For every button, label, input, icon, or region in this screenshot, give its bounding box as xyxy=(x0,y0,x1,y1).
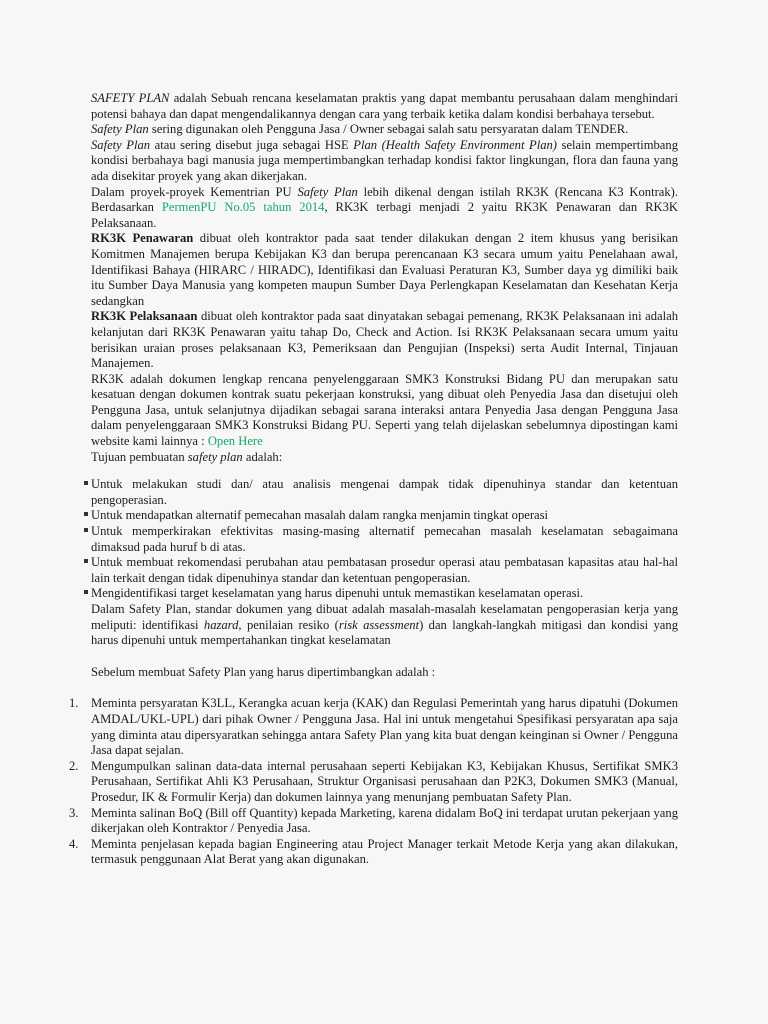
paragraph-text: adalah: xyxy=(242,449,283,464)
list-item xyxy=(69,836,678,868)
paragraph-text: ) dan langkah-langkah mitigasi dan kondisi yang harus dipenuhi untuk mempertahankan tingkat keselamatan xyxy=(91,617,678,648)
paragraph-rk3k-dokumen xyxy=(91,372,678,450)
purpose-list xyxy=(91,477,678,602)
paragraph-rk3k xyxy=(91,185,678,232)
list-item-text: Untuk memperkirakan efektivitas masing-masing alternatif pemecahan masalah keselamatan sebagaimana dimaksud pada huruf b di atas. xyxy=(91,524,678,554)
paragraph-text: Tujuan pembuatan xyxy=(91,449,188,464)
paragraph-text: lebih dikenal dengan istilah RK3K (Rencana K3 Kontrak). Berdasarkan xyxy=(91,184,678,215)
list-item-text: Meminta persyaratan K3LL, Kerangka acuan kerja (KAK) dan Regulasi Pemerintah yang harus dipatuhi (Dokumen AMDAL/UKL-UPL) dari pihak Owner / Pengguna Jasa. Hal ini untuk mengetahui Spesifikasi persyaratan apa saja yang diminta atau dipersyaratkan sehingga antara Safety Plan yang kita buat dengan keinginan si Owner / Pengguna Jasa dapat sejalan. xyxy=(91,696,678,758)
bullet-icon xyxy=(84,528,88,532)
list-item-text: Mengumpulkan salinan data-data internal perusahaan seperti Kebijakan K3, Kebijakan Khusus, Sertifikat SMK3 Perusahaan, Sertifikat Ahli K3 Perusahaan, Struktur Organisasi perusahaan dan P2K3, Dokumen SMK3 (Manual, Prosedur, IK & Formulir Kerja) dan dokumen lainnya yang menunjang pembuatan Safety Plan. xyxy=(91,758,678,804)
term-hse-plan: Plan (Health Safety Environment Plan) xyxy=(353,137,557,152)
list-item-text: Mengidentifikasi target keselamatan yang harus dipenuhi untuk memastikan keselamatan operasi. xyxy=(91,586,584,601)
list-item-text: Untuk mendapatkan alternatif pemecahan masalah dalam rangka menjamin tingkat operasi xyxy=(91,508,549,523)
list-number: 4. xyxy=(69,836,79,851)
list-item xyxy=(91,524,678,555)
paragraph-text: Dalam proyek-proyek Kementrian PU xyxy=(91,184,298,199)
paragraph-rk3k-pelaksanaan xyxy=(91,309,678,371)
paragraph-text: adalah Sebuah rencana keselamatan praktis yang dapat membantu perusahaan dalam menghindari potensi bahaya dan dapat mengendalikannya dengan cara yang terbaik ketika dalam kondisi berbahaya tersebut. xyxy=(91,91,678,121)
paragraph-tujuan xyxy=(91,450,678,466)
paragraph-text: sering digunakan oleh Pengguna Jasa / Owner sebagai salah satu persyaratan dalam TENDER. xyxy=(148,122,629,137)
document-body xyxy=(69,91,678,868)
spacer xyxy=(91,680,678,696)
bullet-icon xyxy=(84,590,88,594)
paragraph-text: selain mempertimbang kondisi berbahaya bagi manusia juga mempertimbangkan terhadap kondisi faktor lingkungan, flora dan fauna yang ada disekitar proyek yang akan dikerjakan. xyxy=(91,137,678,183)
list-item xyxy=(91,508,678,524)
list-number: 1. xyxy=(69,696,79,711)
paragraph-sebelum: Sebelum membuat Safety Plan yang harus dipertimbangkan adalah : xyxy=(91,664,436,679)
term-hazard: hazard xyxy=(203,617,239,632)
list-item xyxy=(91,555,678,586)
paragraph-text: dibuat oleh kontraktor pada saat dinyatakan sebagai pemenang, RK3K Pelaksanaan ini adalah kelanjutan dari RK3K Penawaran yaitu tahap Do, Check and Action. Isi RK3K Pelaksanaan secara umum yaitu berisikan uraian proses pelaksanaan K3, Pemeriksaan dan Pengujian (Inspeksi) serta Audit Internal, Tinjauan Manajemen. xyxy=(91,309,678,371)
list-item xyxy=(91,586,678,602)
list-item xyxy=(91,477,678,508)
paragraph-text: atau sering disebut juga sebagai HSE xyxy=(150,137,354,152)
bullet-icon xyxy=(84,559,88,563)
paragraph-definition xyxy=(91,91,678,122)
list-number: 2. xyxy=(69,758,79,773)
paragraph-text: Dalam Safety Plan, standar dokumen yang dibuat adalah masalah-masalah keselamatan pengoperasian kerja yang meliputi: identifikasi xyxy=(91,602,678,632)
bullet-icon xyxy=(84,512,88,516)
heading-rk3k-penawaran: RK3K Penawaran xyxy=(91,231,194,246)
list-item-text: Untuk melakukan studi dan/ atau analisis mengenai dampak tidak dipenuhinya standar dan ketentuan pengoperasian. xyxy=(91,477,678,507)
paragraph-text: dibuat oleh kontraktor pada saat tender dilakukan dengan 2 item khusus yang berisikan Komitmen Manajemen berupa Kebijakan K3 dan berupa perencanaan K3 secara umum yaitu Penelahaan awal, Identifikasi Bahaya (HIRARC / HIRADC), Identifikasi dan Evaluasi Peraturan K3, Sumber daya yg dimiliki baik itu Sumber Daya Manusia yang kompeten maupun Sumber Daya Perlengkapan Keselamatan dan Kesehatan Kerja sedangkan xyxy=(91,231,678,308)
term-safety-plan: Safety Plan xyxy=(91,122,149,137)
list-number: 3. xyxy=(69,805,79,820)
list-item xyxy=(69,696,678,758)
term-safety-plan: Safety Plan xyxy=(297,184,358,199)
paragraph-hse-plan xyxy=(91,138,678,185)
list-item xyxy=(69,758,678,806)
spacer xyxy=(91,649,678,665)
steps-list xyxy=(69,696,678,868)
paragraph-text: , RK3K terbagi menjadi 2 yaitu RK3K Penawaran dan RK3K Pelaksanaan. xyxy=(91,200,678,230)
term-safety-plan: safety plan xyxy=(187,449,243,464)
open-here-link[interactable]: Open Here xyxy=(207,434,263,449)
list-item-text: Untuk membuat rekomendasi perubahan atau pembatasan prosedur operasi atau pembatasan kapasitas atau hal-hal lain terkait dengan tidak dipenuhinya standar dan ketentuan pengoperasian. xyxy=(91,555,678,585)
term-risk-assessment: risk assessment xyxy=(338,617,420,632)
paragraph-text: RK3K adalah dokumen lengkap rencana penyelenggaraan SMK3 Konstruksi Bidang PU dan merupakan satu kesatuan dengan dokumen kontrak suatu pekerjaan konstruksi, yang dibuat oleh Penyedia Jasa dan disetujui oleh Pengguna Jasa, untuk selanjutnya dijadikan sebagai sarana interaksi antara Penyedia Jasa dengan Pengguna Jasa dalam penyelenggaraan SMK3 Konstruksi Bidang PU. Seperti yang telah dijelaskan sebelumnya dipostingan kami website kami lainnya : xyxy=(91,371,678,449)
term-safety-plan: Safety Plan xyxy=(91,137,151,152)
spacer xyxy=(91,465,678,477)
paragraph-tender xyxy=(91,122,678,138)
paragraph-standar-dokumen xyxy=(91,602,678,649)
list-item-text: Meminta salinan BoQ (Bill off Quantity) kepada Marketing, karena didalam BoQ ini terdapat urutan pekerjaan yang dikerjakan oleh Kontraktor / Penyedia Jasa. xyxy=(91,805,678,836)
paragraph-text: , penilaian resiko ( xyxy=(238,617,339,632)
list-item-text: Meminta penjelasan kepada bagian Engineering atau Project Manager terkait Metode Kerja yang akan dilakukan, termasuk penggunaan Alat Berat yang akan digunakan. xyxy=(91,836,678,867)
bullet-icon xyxy=(84,481,88,485)
list-item xyxy=(69,805,678,837)
term-safety-plan: SAFETY PLAN xyxy=(91,91,170,105)
paragraph-rk3k-penawaran xyxy=(91,231,678,309)
heading-rk3k-pelaksanaan: RK3K Pelaksanaan xyxy=(91,309,198,324)
permenpu-link[interactable]: PermenPU No.05 tahun 2014 xyxy=(161,200,325,215)
